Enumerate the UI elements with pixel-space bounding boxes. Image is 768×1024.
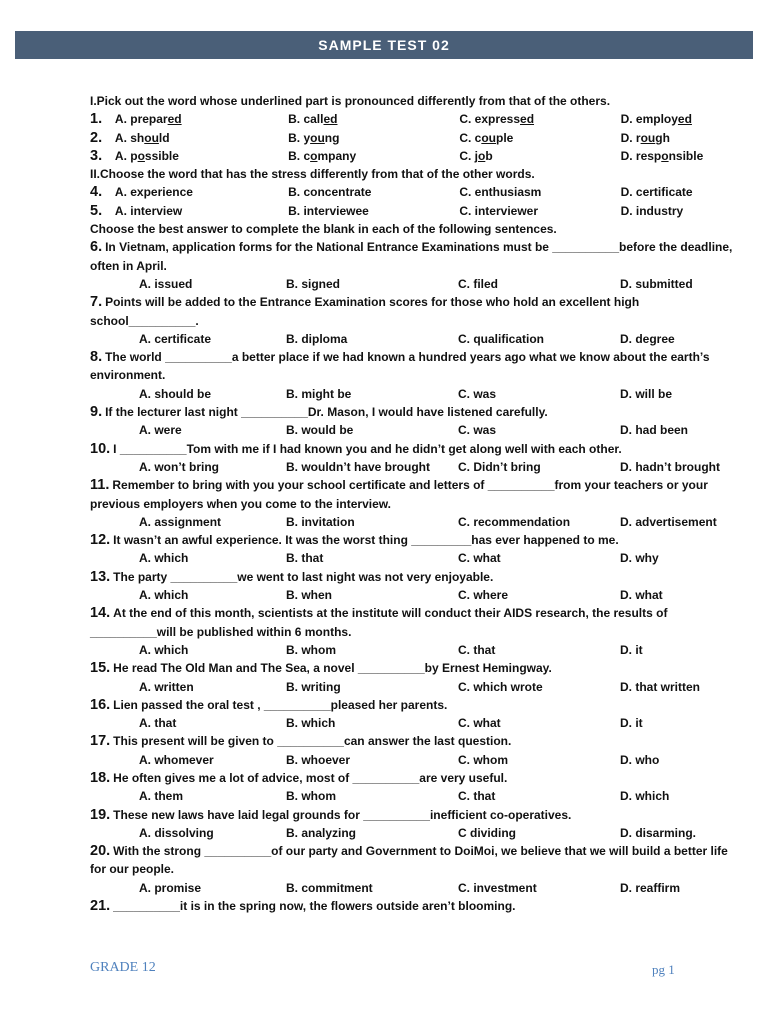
underlined-part: o [137, 148, 145, 163]
answer-option [115, 110, 288, 128]
answer-options [90, 824, 740, 842]
question-number: 18. [90, 769, 111, 786]
question-text: If the lecturer last night __________Dr. Mason, I would have listened carefully. [105, 405, 548, 420]
question-text: He often gives me a lot of advice, most of __________are very useful. [113, 770, 508, 785]
answer-options [90, 586, 740, 604]
answer-option [115, 129, 288, 147]
answer-option: A. written [139, 679, 194, 694]
answer-options [90, 751, 740, 769]
question-stem [90, 732, 740, 750]
answer-option: A. which [139, 642, 189, 657]
answer-option: B. analyzing [286, 825, 357, 840]
option-text: ld [158, 130, 170, 145]
answer-option: D. certificate [620, 185, 693, 200]
question-stem [90, 769, 740, 787]
answer-option: C. filed [458, 276, 499, 291]
answer-option [459, 129, 620, 147]
answer-option: B. writing [286, 679, 341, 694]
option-text: C. c [459, 130, 482, 145]
answer-option: A. promise [139, 880, 202, 895]
question-stem [90, 531, 740, 549]
answer-options [90, 549, 740, 567]
answer-option [459, 110, 620, 128]
underlined-part: ed [167, 112, 182, 127]
option-text: A. prepar [114, 112, 168, 127]
answer-option: B. might be [286, 386, 352, 401]
question-number: 9. [90, 404, 103, 421]
answer-option: A. interview [114, 203, 183, 218]
underlined-part: ed [323, 112, 338, 127]
option-text: ng [324, 130, 340, 145]
answer-option: D. reaffirm [620, 880, 681, 895]
question-number: 12. [90, 532, 111, 549]
question-number: 6. [90, 239, 103, 256]
answer-option [621, 129, 740, 147]
answer-options [90, 458, 740, 476]
answer-options [90, 275, 740, 293]
question-number: 10. [90, 440, 111, 457]
answer-option: B. interviewee [288, 203, 369, 218]
answer-option: A. which [139, 551, 189, 566]
option-text: gh [655, 130, 670, 145]
answer-option: D. it [620, 716, 643, 731]
question-stem [90, 293, 740, 330]
option-text: D. r [620, 130, 641, 145]
question-number: 21. [90, 898, 111, 915]
question-text: The world __________a better place if we had known a hundred years ago what we know about the earth’s environment. [90, 350, 710, 383]
question-number: 5. [90, 202, 103, 219]
underlined-part: ou [144, 130, 159, 145]
answer-option: C. Didn’t bring [458, 459, 541, 474]
question-number: 13. [90, 568, 111, 585]
pronunciation-questions [90, 110, 740, 165]
answer-option: A. dissolving [139, 825, 214, 840]
option-text: ssible [144, 148, 179, 163]
answer-option: A. assignment [139, 514, 222, 529]
answer-options [90, 787, 740, 805]
answer-options [90, 330, 740, 348]
question-row [90, 147, 740, 165]
underlined-part: ou [481, 130, 496, 145]
answer-option: B. when [286, 588, 333, 603]
question-stem [90, 659, 740, 677]
page-title: SAMPLE TEST 02 [318, 37, 450, 53]
question-text: He read The Old Man and The Sea, a novel __________by Ernest Hemingway. [113, 661, 552, 676]
answer-option: D. why [620, 551, 659, 566]
question-number: 8. [90, 349, 103, 366]
answer-option: D. which [620, 789, 670, 804]
answer-option: B. diploma [286, 331, 348, 346]
option-text: C. express [459, 112, 521, 127]
option-text: ple [496, 130, 514, 145]
answer-options [90, 641, 740, 659]
section-2-instruction: II.Choose the word that has the stress differently from that of the other words. [90, 167, 535, 182]
answer-option: A. that [139, 716, 177, 731]
answer-option: D. degree [620, 331, 675, 346]
question-row [90, 129, 740, 147]
option-text: C. j [459, 148, 478, 163]
answer-option: B. wouldn’t have brought [286, 459, 430, 474]
question-text: Lien passed the oral test , __________pleased her parents. [113, 697, 448, 712]
answer-option: B. commitment [286, 880, 373, 895]
answer-options [90, 879, 740, 897]
question-number: 14. [90, 605, 111, 622]
answer-option: B. whom [286, 642, 336, 657]
answer-option: D. what [620, 588, 663, 603]
section-3-instruction: Choose the best answer to complete the blank in each of the following sentences. [90, 222, 557, 237]
question-stem [90, 476, 740, 513]
question-number: 3. [90, 147, 103, 164]
question-stem [90, 238, 740, 275]
test-content [90, 92, 740, 915]
question-number: 1. [90, 111, 103, 128]
underlined-part: o [661, 148, 669, 163]
question-text: These new laws have laid legal grounds for __________inefficient co-operatives. [113, 807, 572, 822]
question-text: Points will be added to the Entrance Examination scores for those who hold an excellent high school__________. [90, 295, 640, 328]
answer-options [90, 714, 740, 732]
answer-option: C. what [458, 716, 501, 731]
question-stem [90, 403, 740, 421]
answer-option: A. them [139, 789, 184, 804]
answer-option: D. will be [620, 386, 673, 401]
question-number: 17. [90, 733, 111, 750]
underlined-part: o [477, 148, 486, 163]
question-row [90, 110, 740, 128]
answer-option: D. had been [620, 423, 689, 438]
question-text: Remember to bring with you your school certificate and letters of __________from your teachers or your previous employers when you come to the interview. [90, 478, 708, 511]
answer-option [288, 110, 459, 128]
stress-questions [90, 183, 740, 220]
option-text: B. call [288, 112, 324, 127]
answer-option: D. who [620, 752, 660, 767]
option-text: nsible [668, 148, 704, 163]
answer-option: A. should be [139, 386, 211, 401]
question-stem [90, 440, 740, 458]
option-text: b [485, 148, 493, 163]
option-text: D. resp [620, 148, 662, 163]
question-text: In Vietnam, application forms for the National Entrance Examinations must be __________before the deadline, often in April. [90, 240, 733, 273]
answer-option: A. certificate [139, 331, 212, 346]
answer-options [90, 385, 740, 403]
answer-option: D. advertisement [620, 514, 717, 529]
answer-option: B. whoever [286, 752, 351, 767]
option-text: D. employ [620, 112, 678, 127]
question-stem [90, 604, 740, 641]
question-number: 16. [90, 696, 111, 713]
answer-option: C. was [458, 423, 497, 438]
answer-option: C. was [458, 386, 497, 401]
answer-option: D. it [620, 642, 643, 657]
answer-option [459, 147, 620, 165]
question-text: I __________Tom with me if I had known you and he didn’t get along well with each other. [113, 441, 622, 456]
question-number: 19. [90, 806, 111, 823]
answer-options [90, 513, 740, 531]
answer-option: B. signed [286, 276, 341, 291]
answer-option: B. which [286, 716, 336, 731]
option-text: A. sh [114, 130, 145, 145]
answer-option: A. experience [114, 185, 193, 200]
answer-option [115, 147, 288, 165]
question-stem [90, 696, 740, 714]
answer-option: A. won’t bring [139, 459, 219, 474]
question-text: This present will be given to __________can answer the last question. [113, 734, 512, 749]
answer-option [621, 147, 740, 165]
answer-option: B. would be [286, 423, 354, 438]
answer-option: D. hadn’t brought [620, 459, 720, 474]
answer-option: C. enthusiasm [459, 185, 542, 200]
footer-page-number: pg 1 [652, 962, 675, 977]
question-text: At the end of this month, scientists at the institute will conduct their AIDS research, the results of __________will be published within 6 months. [90, 606, 668, 639]
answer-option: A. whomever [139, 752, 214, 767]
question-number: 2. [90, 129, 103, 146]
answer-option [288, 129, 459, 147]
question-number: 11. [90, 477, 110, 494]
answer-option: C. that [458, 642, 496, 657]
answer-option: A. were [139, 423, 182, 438]
option-text: A. p [114, 148, 138, 163]
answer-option: D. submitted [620, 276, 693, 291]
question-row [90, 183, 740, 201]
question-stem [90, 348, 740, 385]
answer-option: A. issued [139, 276, 193, 291]
underlined-part: ou [310, 130, 325, 145]
underlined-part: ed [677, 112, 692, 127]
question-row [90, 202, 740, 220]
question-number: 7. [90, 294, 103, 311]
answer-option: C. investment [458, 880, 537, 895]
option-text: B. y [288, 130, 311, 145]
answer-option [288, 147, 459, 165]
answer-option: C. qualification [458, 331, 545, 346]
question-stem [90, 842, 740, 879]
answer-option: C. whom [458, 752, 508, 767]
answer-option: D. that written [620, 679, 700, 694]
header-bar [15, 31, 753, 59]
question-number: 15. [90, 660, 111, 677]
question-stem [90, 568, 740, 586]
answer-option: C dividing [458, 825, 516, 840]
underlined-part: o [310, 148, 318, 163]
answer-option: B. invitation [286, 514, 355, 529]
footer-grade: GRADE 12 [90, 960, 156, 975]
underlined-part: ou [640, 130, 656, 145]
option-text: B. c [288, 148, 311, 163]
answer-option: C. which wrote [458, 679, 543, 694]
question-stem [90, 897, 740, 915]
answer-options [90, 421, 740, 439]
answer-option: C. recommendation [458, 514, 571, 529]
question-number: 4. [90, 184, 103, 201]
answer-option: C. where [458, 588, 509, 603]
question-number: 20. [90, 843, 111, 860]
completion-questions [90, 238, 740, 915]
answer-option: C. interviewer [459, 203, 539, 218]
answer-option: B. concentrate [288, 185, 372, 200]
question-text: The party __________we went to last night was not very enjoyable. [113, 569, 494, 584]
section-1-instruction: I.Pick out the word whose underlined part is pronounced differently from that of the others. [90, 94, 611, 108]
question-stem [90, 806, 740, 824]
answer-option: D. industry [620, 203, 684, 218]
question-text: It wasn’t an awful experience. It was the worst thing _________has ever happened to me. [113, 533, 619, 548]
question-text: __________it is in the spring now, the flowers outside aren’t blooming. [113, 899, 516, 914]
option-text: mpany [317, 148, 357, 163]
answer-option: B. whom [286, 789, 336, 804]
answer-option: C. that [458, 789, 496, 804]
answer-option: A. which [139, 588, 189, 603]
answer-option: C. what [458, 551, 501, 566]
answer-option: B. that [286, 551, 324, 566]
answer-options [90, 678, 740, 696]
answer-option [621, 110, 740, 128]
underlined-part: ed [520, 112, 535, 127]
answer-option: D. disarming. [620, 825, 697, 840]
question-text: With the strong __________of our party and Government to DoiMoi, we believe that we will build a better life for our people. [90, 844, 728, 877]
